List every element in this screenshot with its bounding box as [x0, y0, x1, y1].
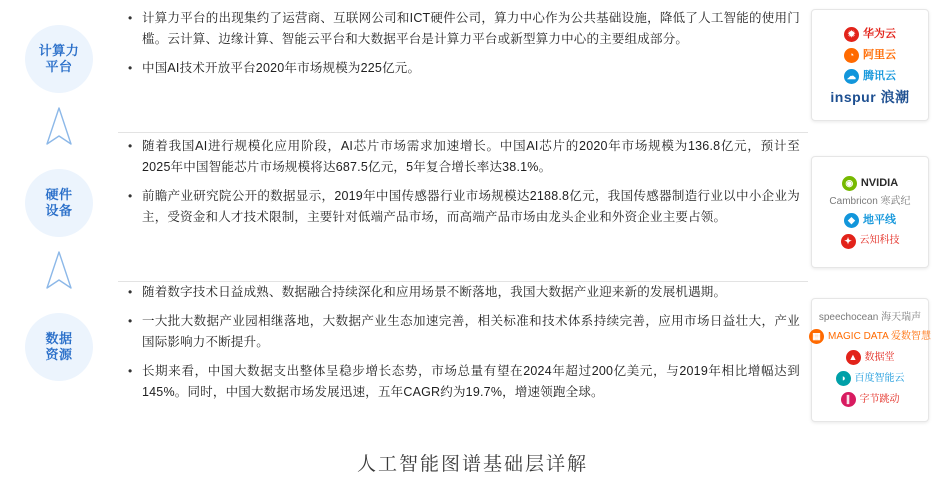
logo-card-column [811, 0, 931, 422]
logo-huawei-cloud [844, 27, 896, 42]
logo-label: speechocean 海天瑞声 [818, 312, 922, 323]
card-hardware-logos [811, 156, 929, 268]
logo-label: 百度智能云 [854, 372, 905, 384]
logo-label: Cambricon 寒武纪 [829, 195, 911, 207]
bullet-item [124, 8, 800, 50]
logo-nvidia [842, 176, 898, 191]
datatang-icon: ▲ [846, 350, 861, 365]
card-compute-platform-logos [811, 9, 929, 121]
logo-alibaba-cloud [844, 48, 896, 63]
stage-column [0, 0, 118, 445]
stage-label-line2: 平台 [45, 59, 73, 74]
huawei-icon: ✹ [844, 27, 859, 42]
logo-label: 阿里云 [863, 48, 896, 61]
bytedance-icon: ∥ [841, 392, 856, 407]
logo-label: MAGIC DATA 爱数智慧 [828, 330, 931, 342]
bullet-item [124, 361, 800, 403]
page-title: 人工智能图谱基础层详解 [356, 454, 588, 475]
logo-label: 华为云 [863, 27, 896, 40]
bullet-text: 中国AI技术开放平台2020年市场规模为225亿元。 [142, 61, 421, 75]
logo-datatang [846, 350, 895, 365]
logo-label: inspur 浪潮 [830, 88, 910, 105]
up-arrow-icon [44, 249, 74, 291]
logo-speechocean [819, 313, 921, 323]
logo-horizon-robotics [844, 213, 896, 228]
logo-label: 地平线 [863, 213, 896, 226]
logo-bytedance [841, 392, 900, 407]
stage-label-line1: 硬件 [45, 186, 73, 202]
logo-tencent-cloud [844, 69, 896, 84]
bullet-text: 随着我国AI进行规模化应用阶段，AI芯片市场需求加速增长。中国AI芯片的2020年市场规模为136.8亿元，预计至2025年中国智能芯片市场规模将达687.5亿元，5年复合增长率达38.1%。 [142, 139, 800, 174]
logo-inspur [830, 90, 909, 104]
logo-label: 数据堂 [864, 351, 895, 363]
bullet-text: 随着数字技术日益成熟、数据融合持续深化和应用场景不断落地，我国大数据产业迎来新的发展机遇期。 [142, 285, 727, 299]
stage-compute-platform[interactable] [25, 25, 93, 93]
logo-magic-data [809, 329, 931, 344]
logo-label: NVIDIA [860, 176, 899, 189]
nvidia-icon: ◉ [842, 176, 857, 191]
bullet-marker: • [128, 11, 133, 25]
content-blocks [118, 0, 808, 428]
stage-label-line1: 计算力 [38, 42, 80, 58]
bullet-marker: • [128, 189, 133, 203]
bullet-text: 一大批大数据产业园相继落地，大数据产业生态加速完善，相关标准和技术体系持续完善，应用市场日益壮大，产业国际影响力不断提升。 [142, 314, 800, 349]
section-divider [118, 281, 808, 282]
logo-unisound [841, 234, 900, 249]
stage-data-resources[interactable] [25, 313, 93, 381]
logo-label: 云知科技 [859, 235, 900, 246]
bullet-item [124, 282, 800, 303]
bullet-marker: • [128, 314, 133, 328]
stage-label-line2: 设备 [45, 203, 73, 218]
baidu-intelligent-cloud-icon: ◑ [836, 371, 851, 386]
stage-label-line2: 资源 [45, 347, 73, 362]
stage-hardware-devices[interactable] [25, 169, 93, 237]
horizon-robotics-icon: ◆ [844, 213, 859, 228]
block-hardware-devices [118, 130, 808, 278]
magic-data-icon: ▦ [809, 329, 824, 344]
unisound-icon: ✦ [841, 234, 856, 249]
bullet-marker: • [128, 139, 133, 153]
block-compute-platform [118, 0, 808, 130]
card-data-resource-logos [811, 298, 929, 422]
up-arrow-icon [44, 105, 74, 147]
bullet-marker: • [128, 364, 133, 378]
logo-cambricon [829, 197, 910, 207]
bullet-item [124, 186, 800, 228]
block-data-resources [118, 278, 808, 428]
bullet-item [124, 136, 800, 178]
bullet-text: 长期来看，中国大数据支出整体呈稳步增长态势，市场总量有望在2024年超过200亿美元，与2019年相比增幅达到145%。同时，中国大数据市场发展迅速，五年CAGR约为19.7%，增速领跑全球。 [142, 364, 800, 399]
section-divider [118, 132, 808, 133]
logo-label: 腾讯云 [863, 69, 896, 82]
bullet-text: 计算力平台的出现集约了运营商、互联网公司和ICT硬件公司，算力中心作为公共基础设施，降低了人工智能的使用门槛。云计算、边缘计算、智能云平台和大数据平台是计算力平台或新型算力中心的主要组成部分。 [142, 11, 800, 46]
bullet-marker: • [128, 285, 133, 299]
bullet-marker: • [128, 61, 133, 75]
bullet-item [124, 58, 800, 79]
logo-label: 字节跳动 [859, 393, 900, 405]
stage-label-line1: 数据 [45, 330, 73, 346]
bullet-item [124, 311, 800, 353]
bullet-text: 前瞻产业研究院公开的数据显示，2019年中国传感器行业市场规模达2188.8亿元，我国传感器制造行业以中小企业为主，受资金和人才技术限制，主要针对低端产品市场，而高端产品市场由龙头企业和外资企业主要占领。 [142, 189, 800, 224]
tencent-cloud-icon: ☁ [844, 69, 859, 84]
alibaba-cloud-icon: ◔ [844, 48, 859, 63]
logo-baidu-intelligent-cloud [836, 371, 905, 386]
